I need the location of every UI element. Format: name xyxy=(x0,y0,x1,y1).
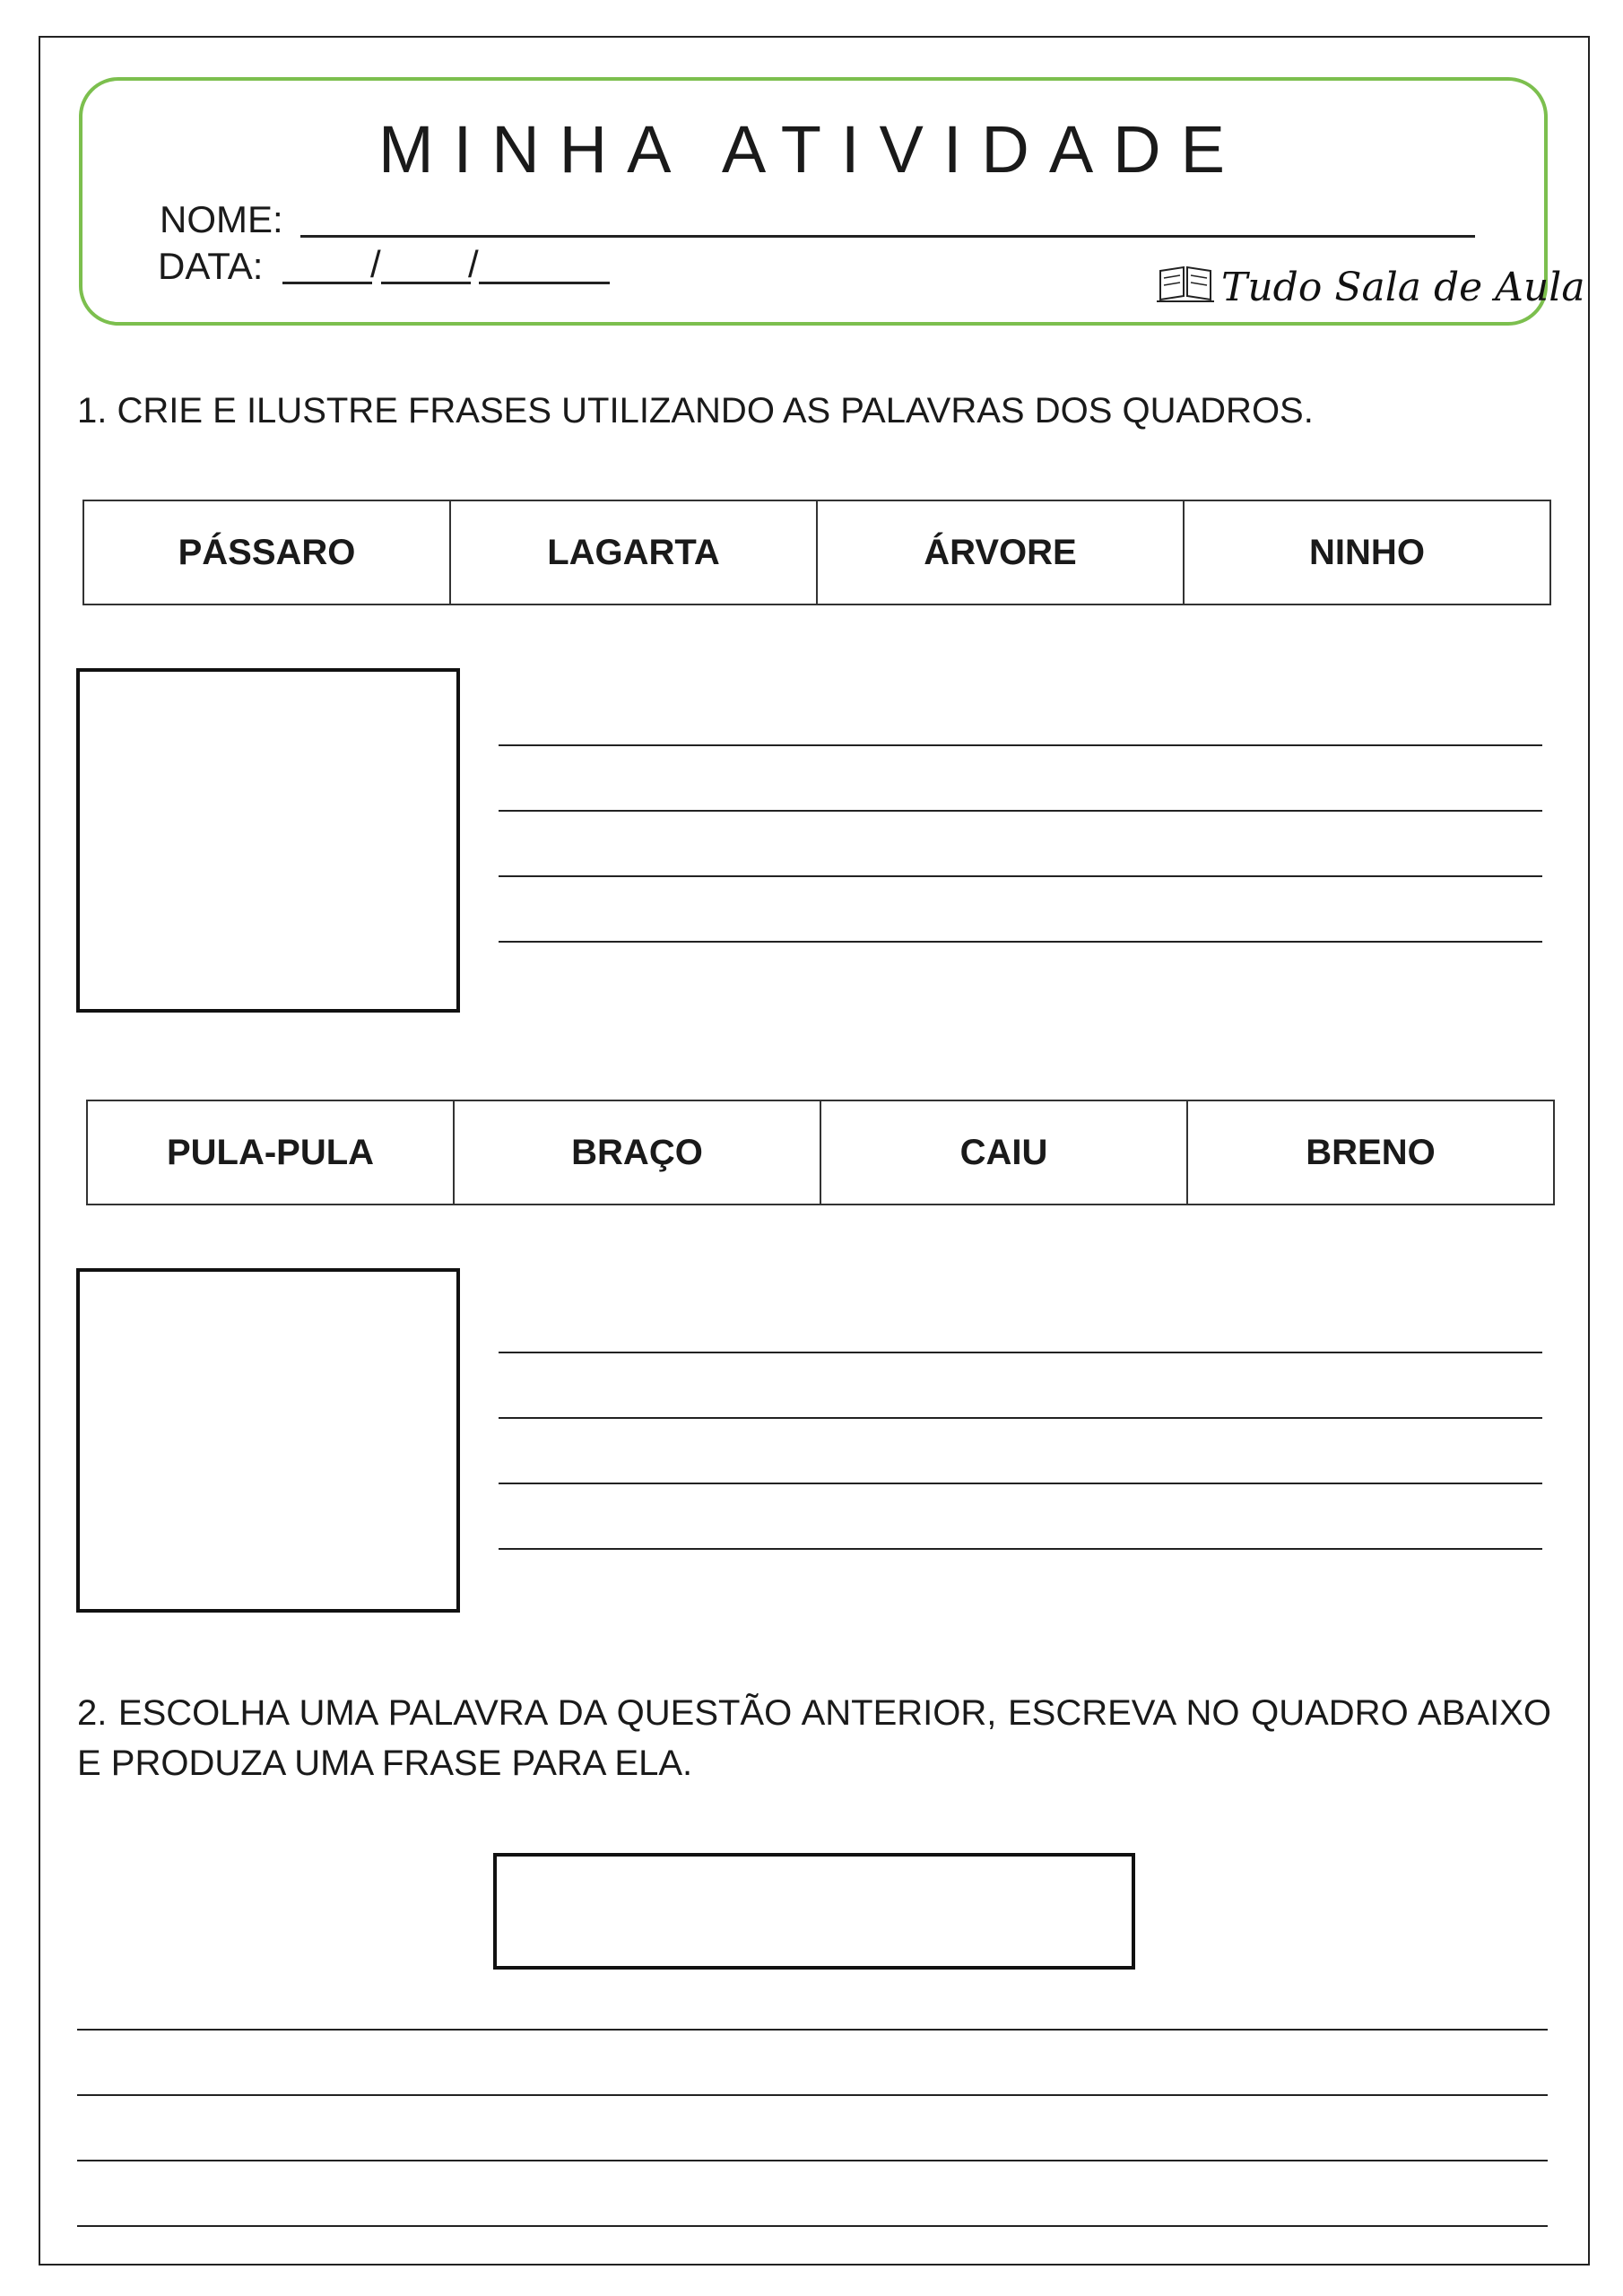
word-table-1 xyxy=(82,500,1551,605)
answer-line[interactable] xyxy=(499,1548,1542,1550)
word-cell: BRAÇO xyxy=(454,1100,820,1205)
word-cell: NINHO xyxy=(1184,500,1550,604)
word-cell: PÁSSARO xyxy=(83,500,450,604)
drawing-box-2[interactable] xyxy=(76,1268,460,1613)
page-title: MINHA ATIVIDADE xyxy=(378,112,1245,187)
word-cell: PULA-PULA xyxy=(87,1100,454,1205)
date-label: DATA: xyxy=(158,245,264,287)
answer-line[interactable] xyxy=(77,2225,1548,2227)
answer-line[interactable] xyxy=(499,941,1542,943)
date-separator-1: / xyxy=(370,243,381,285)
answer-line[interactable] xyxy=(499,1352,1542,1353)
question-2-text: 2. ESCOLHA UMA PALAVRA DA QUESTÃO ANTERIOR, ESCREVA NO QUADRO ABAIXO E PRODUZA UMA FRASE PARA ELA. xyxy=(77,1693,1551,1783)
book-icon xyxy=(1157,260,1214,308)
answer-line[interactable] xyxy=(77,2029,1548,2031)
word-cell: LAGARTA xyxy=(450,500,817,604)
answer-line[interactable] xyxy=(499,744,1542,746)
answer-line[interactable] xyxy=(499,810,1542,812)
date-separator-2: / xyxy=(468,243,479,285)
drawing-box-1[interactable] xyxy=(76,668,460,1013)
logo-text: Tudo Sala de Aula xyxy=(1221,265,1585,310)
answer-line[interactable] xyxy=(499,1483,1542,1484)
name-field[interactable] xyxy=(300,235,1475,238)
answer-line[interactable] xyxy=(77,2094,1548,2096)
date-month-field[interactable] xyxy=(381,282,471,284)
logo xyxy=(1157,260,1585,308)
word-cell: BRENO xyxy=(1187,1100,1554,1205)
word-cell: ÁRVORE xyxy=(817,500,1184,604)
word-choice-box[interactable] xyxy=(493,1853,1135,1970)
answer-line[interactable] xyxy=(499,875,1542,877)
word-table-2 xyxy=(86,1100,1555,1205)
answer-line[interactable] xyxy=(499,1417,1542,1419)
answer-line[interactable] xyxy=(77,2160,1548,2161)
date-day-field[interactable] xyxy=(282,282,372,284)
question-1-text: 1. CRIE E ILUSTRE FRASES UTILIZANDO AS PALAVRAS DOS QUADROS. xyxy=(77,391,1314,430)
name-label: NOME: xyxy=(160,198,283,240)
word-cell: CAIU xyxy=(820,1100,1187,1205)
date-year-field[interactable] xyxy=(479,282,610,284)
